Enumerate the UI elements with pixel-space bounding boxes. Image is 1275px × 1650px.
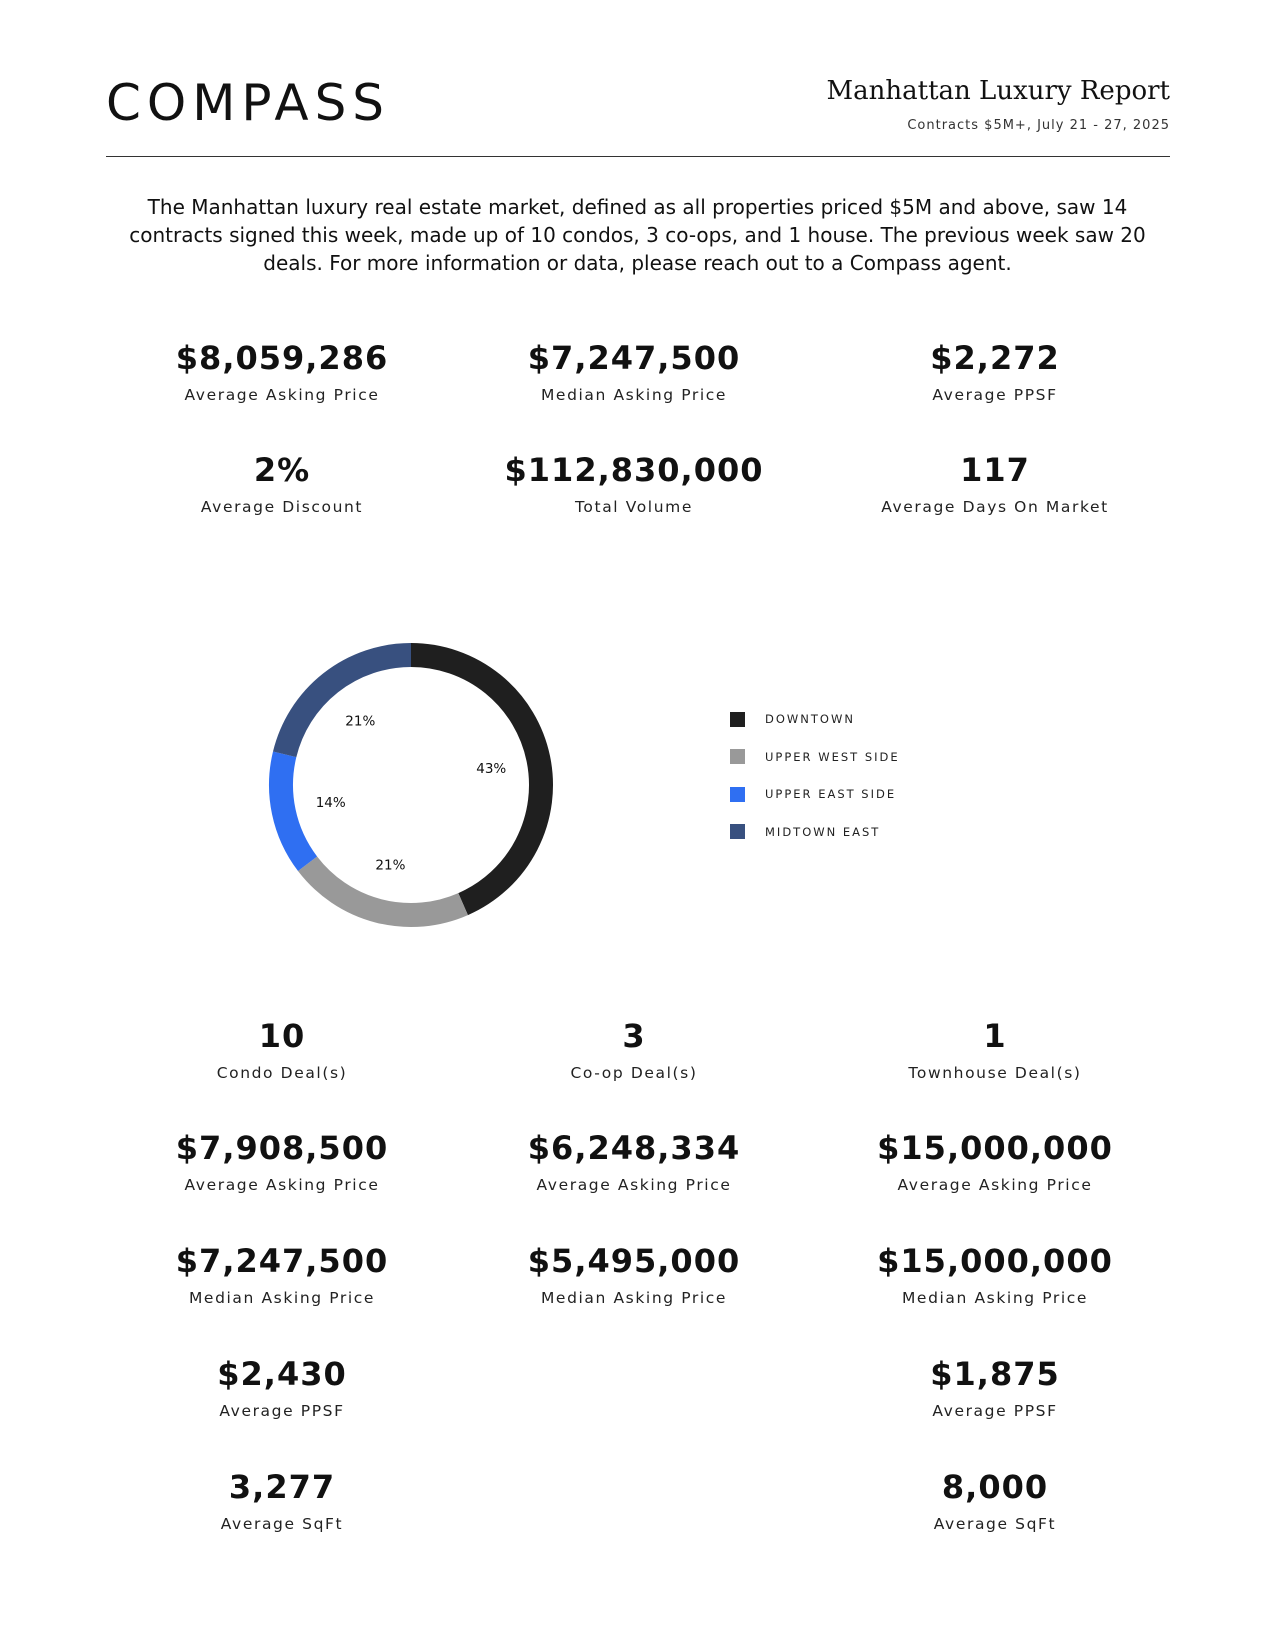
neighborhood-donut-chart bbox=[256, 630, 566, 940]
stat-value: $7,908,500 bbox=[175, 1129, 389, 1167]
legend-label: UPPER WEST SIDE bbox=[765, 749, 900, 764]
intro-paragraph: The Manhattan luxury real estate market, defined as all properties priced $5M and above, saw 14 contracts signed this week, made up of 10 condos, 3 co-ops, and 1 house. The previous week saw 20 deals. For more information or data, please reach out to a Compass agent. bbox=[129, 195, 1146, 275]
stat-value: $2,430 bbox=[217, 1355, 347, 1393]
donut-data-label: 43% bbox=[476, 761, 507, 778]
donut-slice-midtown-east bbox=[285, 655, 411, 754]
condo-median-asking-price bbox=[112, 1241, 452, 1307]
stat-label: Median Asking Price bbox=[188, 1289, 376, 1307]
coop-deal-count bbox=[464, 1016, 804, 1082]
legend-swatch bbox=[730, 749, 745, 764]
stat-label: Average Asking Price bbox=[897, 1176, 1093, 1194]
stat-label: Average PPSF bbox=[932, 1402, 1058, 1420]
report-subtitle: Contracts $5M+, July 21 - 27, 2025 bbox=[907, 118, 1170, 133]
donut-slice-downtown bbox=[411, 655, 541, 904]
stat-value: $8,059,286 bbox=[175, 339, 389, 377]
stat-label: Average SqFt bbox=[933, 1515, 1057, 1533]
stat-value: $15,000,000 bbox=[877, 1242, 1113, 1280]
stat-label: Condo Deal(s) bbox=[216, 1064, 348, 1082]
stat-value: 117 bbox=[960, 451, 1030, 489]
stat-label: Townhouse Deal(s) bbox=[908, 1064, 1082, 1082]
stat-value: $7,247,500 bbox=[527, 339, 741, 377]
stat-average-days-on-market bbox=[825, 450, 1165, 516]
stat-value: 1 bbox=[983, 1017, 1007, 1055]
stat-average-discount bbox=[112, 450, 452, 516]
stat-median-asking-price bbox=[464, 338, 804, 404]
stat-value: $1,875 bbox=[930, 1355, 1060, 1393]
condo-average-sqft bbox=[112, 1467, 452, 1533]
stat-label: Average Days On Market bbox=[881, 498, 1109, 516]
townhouse-average-ppsf bbox=[825, 1354, 1165, 1420]
legend-item-midtown-east bbox=[730, 822, 900, 842]
donut-data-label: 21% bbox=[345, 713, 376, 730]
townhouse-average-asking-price bbox=[825, 1128, 1165, 1194]
legend-label: MIDTOWN EAST bbox=[765, 824, 881, 839]
stat-label: Co-op Deal(s) bbox=[570, 1064, 698, 1082]
stat-value: $7,247,500 bbox=[175, 1242, 389, 1280]
stat-label: Total Volume bbox=[575, 498, 693, 516]
stat-value: $15,000,000 bbox=[877, 1129, 1113, 1167]
stat-label: Average PPSF bbox=[932, 386, 1058, 404]
stat-total-volume bbox=[464, 450, 804, 516]
report-title: Manhattan Luxury Report bbox=[826, 76, 1170, 106]
townhouse-median-asking-price bbox=[825, 1241, 1165, 1307]
coop-median-asking-price bbox=[464, 1241, 804, 1307]
legend-swatch bbox=[730, 824, 745, 839]
compass-logo: COMPASS bbox=[106, 74, 391, 132]
legend-label: UPPER EAST SIDE bbox=[765, 787, 897, 801]
donut-slice-upper-east-side bbox=[281, 754, 308, 863]
stat-label: Median Asking Price bbox=[540, 386, 728, 404]
coop-average-asking-price bbox=[464, 1128, 804, 1194]
stat-value: 2% bbox=[253, 451, 311, 489]
stat-label: Median Asking Price bbox=[901, 1289, 1089, 1307]
stat-average-asking-price bbox=[112, 338, 452, 404]
condo-average-ppsf bbox=[112, 1354, 452, 1420]
stat-value: 3 bbox=[622, 1017, 646, 1055]
stat-label: Average Discount bbox=[200, 498, 364, 516]
stat-label: Average Asking Price bbox=[184, 386, 380, 404]
stat-label: Average PPSF bbox=[219, 1402, 345, 1420]
stat-value: 8,000 bbox=[941, 1468, 1049, 1506]
legend-item-upper-west-side bbox=[730, 747, 900, 767]
stat-value: $5,495,000 bbox=[527, 1242, 741, 1280]
legend-swatch bbox=[730, 712, 745, 727]
stat-label: Average SqFt bbox=[220, 1515, 344, 1533]
legend-swatch bbox=[730, 787, 745, 802]
report-header bbox=[106, 68, 1170, 157]
condo-deal-count bbox=[112, 1016, 452, 1082]
stat-label: Average Asking Price bbox=[536, 1176, 732, 1194]
stat-average-ppsf bbox=[825, 338, 1165, 404]
legend-item-upper-east-side bbox=[730, 784, 900, 804]
stat-label: Median Asking Price bbox=[540, 1289, 728, 1307]
townhouse-deal-count bbox=[825, 1016, 1165, 1082]
stat-value: $6,248,334 bbox=[527, 1129, 741, 1167]
donut-data-label: 14% bbox=[315, 794, 346, 811]
legend-item-downtown bbox=[730, 709, 900, 729]
stat-value: $2,272 bbox=[930, 339, 1060, 377]
condo-average-asking-price bbox=[112, 1128, 452, 1194]
stat-value: $112,830,000 bbox=[504, 451, 764, 489]
legend-label: DOWNTOWN bbox=[765, 712, 855, 726]
donut-data-label: 21% bbox=[375, 857, 406, 874]
stat-value: 3,277 bbox=[228, 1468, 336, 1506]
chart-legend bbox=[730, 709, 900, 859]
stat-label: Average Asking Price bbox=[184, 1176, 380, 1194]
stat-value: 10 bbox=[258, 1017, 306, 1055]
townhouse-average-sqft bbox=[825, 1467, 1165, 1533]
